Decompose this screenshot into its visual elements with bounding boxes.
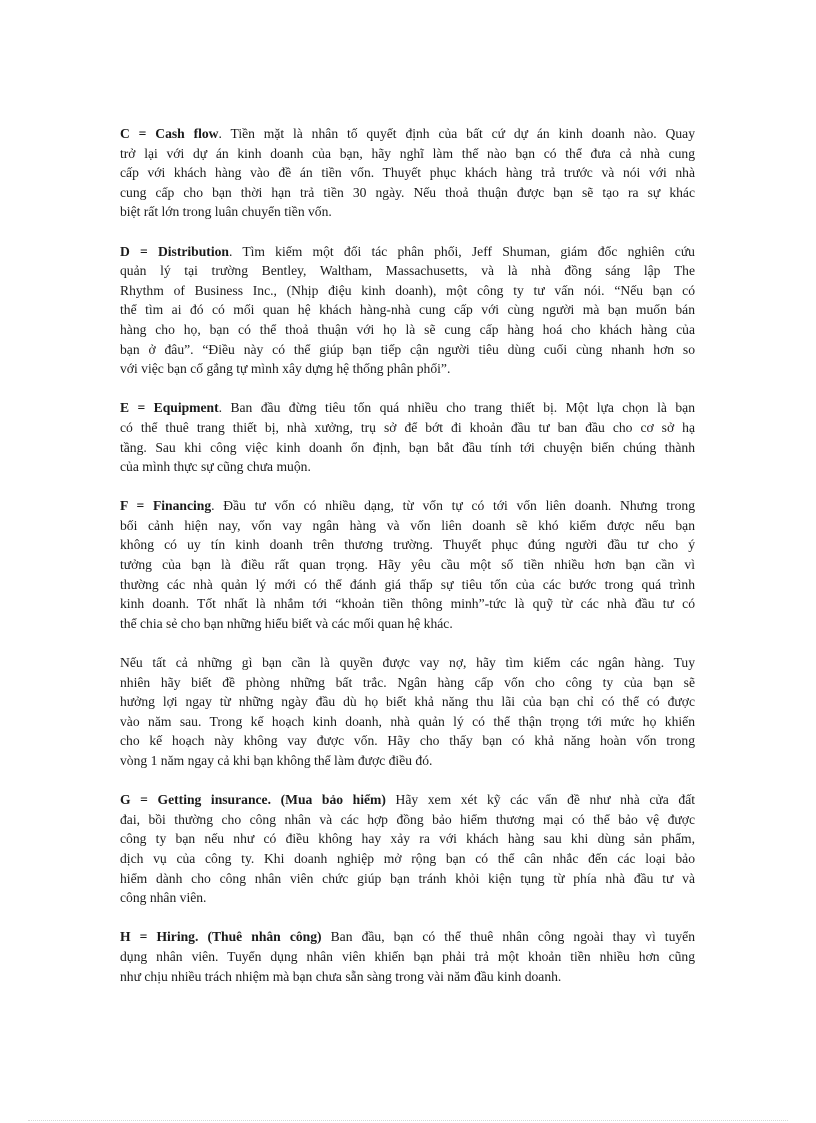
text-line bbox=[120, 242, 695, 262]
text-line bbox=[120, 457, 695, 477]
text-line bbox=[120, 673, 695, 693]
section-term: E = Equipment bbox=[120, 400, 219, 416]
line-text: vòng 1 năm ngay cả khi bạn không thể làm được điều đó. bbox=[120, 753, 433, 768]
line-text: hưởng lợi ngay từ những ngày đầu dù họ biết khả năng thu lãi của bạn chỉ có thể có được bbox=[120, 694, 695, 710]
line-text: cho kế hoạch này không vay được vốn. Hãy cho thấy bạn có khả năng hoàn vốn trong bbox=[120, 733, 695, 749]
text-line bbox=[120, 183, 695, 203]
line-text: bối cảnh hiện nay, vốn vay ngân hàng và vốn liên doanh sẽ khó kiếm được nếu bạn bbox=[120, 517, 695, 533]
text-line bbox=[120, 163, 695, 183]
line-text: trở lại với dự án kinh doanh của bạn, hãy nghĩ làm thế nào bạn có thể đưa cả nhà cung bbox=[120, 145, 695, 161]
text-line bbox=[120, 712, 695, 732]
line-text: công nhân viên. bbox=[120, 890, 207, 906]
line-text: đai, bồi thường cho công nhân và các hợp đồng bảo hiểm thương mại có thể bảo vệ được bbox=[120, 811, 695, 827]
line-text: tưởng của bạn là điều rất quan trọng. Hãy yêu cầu một số tiền nhiều hơn bạn cần vì bbox=[120, 557, 695, 573]
text-line bbox=[120, 751, 695, 771]
text-line bbox=[120, 829, 695, 849]
line-text: như chịu nhiều trách nhiệm mà bạn chưa sẵn sàng trong vài năm đầu kinh doanh. bbox=[120, 968, 562, 984]
line-text: với việc bạn cố gắng tự mình xây dựng hệ thống phân phối”. bbox=[120, 361, 451, 377]
text-line bbox=[120, 516, 695, 536]
text-line bbox=[120, 614, 695, 634]
text-line bbox=[120, 790, 695, 810]
text-line bbox=[120, 261, 695, 281]
text-line bbox=[120, 869, 695, 889]
line-text: nhiên hãy biết đề phòng những bất trắc. Ngân hàng cấp vốn cho công ty của bạn sẽ bbox=[120, 674, 695, 690]
text-line bbox=[120, 594, 695, 614]
paragraph-distribution bbox=[120, 242, 695, 379]
text-line bbox=[120, 320, 695, 340]
text-line bbox=[120, 555, 695, 575]
paragraph-financing bbox=[120, 496, 695, 633]
line-text: . Ban đầu đừng tiêu tốn quá nhiều cho trang thiết bị. Một lựa chọn là bạn bbox=[218, 400, 695, 416]
text-line bbox=[120, 418, 695, 438]
paragraph-loans bbox=[120, 653, 695, 771]
text-line bbox=[120, 888, 695, 908]
line-text: kinh doanh. Tốt nhất là nhắm tới “khoản tiền thông minh”-tức là quỹ từ các nhà đầu tư có bbox=[120, 596, 695, 612]
paragraph-insurance bbox=[120, 790, 695, 908]
paragraph-cash-flow bbox=[120, 124, 695, 222]
line-text: Hãy xem xét kỹ các vấn đề như nhà cửa đất bbox=[385, 792, 695, 808]
section-term: C = Cash flow bbox=[120, 126, 219, 141]
section-term: G = Getting insurance. (Mua bảo hiểm) bbox=[120, 792, 386, 808]
page-bottom-divider bbox=[28, 1120, 788, 1121]
text-line bbox=[120, 575, 695, 595]
line-text: hàng cho họ, bạn có thể thoả thuận với họ là sẽ cung cấp hàng hoá cho khách hàng của bbox=[120, 321, 695, 337]
line-text: cấp với khách hàng vào đề án tiền vốn. Thuyết phục khách hàng trả trước và nói với nhà bbox=[120, 165, 695, 181]
line-text: dịch vụ của công ty. Khi doanh nghiệp mở rộng bạn có thể cân nhắc đến các loại bảo bbox=[120, 850, 695, 866]
document-page bbox=[120, 124, 695, 1006]
text-line bbox=[120, 653, 695, 673]
line-text: quản lý tại trường Bentley, Waltham, Massachusetts, và là nhà đồng sáng lập The bbox=[120, 263, 695, 279]
section-term: D = Distribution bbox=[120, 243, 229, 259]
line-text: dụng nhân viên. Tuyển dụng nhân viên khiến bạn phải trả một khoản tiền nhiều hơn cũng bbox=[120, 948, 695, 964]
text-line bbox=[120, 340, 695, 360]
text-line bbox=[120, 124, 695, 144]
paragraph-hiring bbox=[120, 927, 695, 986]
text-line bbox=[120, 947, 695, 967]
line-text: . Tìm kiếm một đối tác phân phối, Jeff Shuman, giám đốc nghiên cứu bbox=[228, 243, 695, 259]
text-line bbox=[120, 731, 695, 751]
line-text: công ty bạn nếu như có điều không hay xảy ra với khách hàng sau khi dùng sản phẩm, bbox=[120, 831, 695, 847]
line-text: vào năm sau. Trong kế hoạch kinh doanh, nhà quản lý có thể thận trọng tới mức họ khiến bbox=[120, 713, 695, 729]
text-line bbox=[120, 810, 695, 830]
line-text: cung cấp cho bạn thời hạn trả tiền 30 ngày. Nếu thoả thuận được bạn sẽ tạo ra sự khác bbox=[120, 184, 695, 200]
line-text: biệt rất lớn trong luân chuyển tiền vốn. bbox=[120, 204, 332, 220]
text-line bbox=[120, 967, 695, 987]
text-line bbox=[120, 202, 695, 222]
text-line bbox=[120, 438, 695, 458]
line-text: thường các nhà quản lý mới có thể đánh giá thấp sự tiêu tốn của các bước trong quá trình bbox=[120, 576, 695, 592]
line-text: Rhythm of Business Inc., (Nhịp điệu kinh doanh), một công ty tư vấn nói. “Nếu bạn có bbox=[120, 282, 695, 298]
text-line bbox=[120, 535, 695, 555]
paragraph-equipment bbox=[120, 398, 695, 476]
line-text: . Đầu tư vốn có nhiều dạng, từ vốn tự có tới vốn liên doanh. Nhưng trong bbox=[211, 498, 695, 514]
line-text: thể chia sẻ cho bạn những hiểu biết và các mối quan hệ khác. bbox=[120, 615, 453, 631]
line-text: có thể thuê trang thiết bị, nhà xưởng, trụ sở để bớt đi khoản đầu tư ban đầu cho cơ sở hạ bbox=[120, 419, 695, 435]
text-line bbox=[120, 692, 695, 712]
line-text: Nếu tất cả những gì bạn cần là quyền được vay nợ, hãy tìm kiếm các ngân hàng. Tuy bbox=[120, 655, 695, 671]
text-line bbox=[120, 496, 695, 516]
section-term: F = Financing bbox=[120, 498, 212, 514]
line-text: Ban đầu, bạn có thể thuê nhân công ngoài thay vì tuyển bbox=[321, 929, 695, 945]
line-text: của mình thực sự cũng chưa muộn. bbox=[120, 459, 311, 475]
text-line bbox=[120, 281, 695, 301]
text-line bbox=[120, 359, 695, 379]
line-text: bạn ở đâu”. “Điều này có thể giúp bạn tiếp cận người tiêu dùng cuối cùng nhanh hơn so bbox=[120, 341, 695, 357]
line-text: thể tìm ai đó có mối quan hệ khách hàng-nhà cung cấp với cùng người mà bạn muốn bán bbox=[120, 302, 695, 318]
line-text: hiểm dành cho công nhân viên chức giúp bạn tránh khỏi kiện tụng từ phía nhà đầu tư và bbox=[120, 870, 695, 886]
line-text: tầng. Sau khi công việc kinh doanh ổn định, bạn bắt đầu tính tới chuyện biến chúng thành bbox=[120, 439, 695, 455]
line-text: . Tiền mặt là nhân tố quyết định của bất cứ dự án kinh doanh nào. Quay bbox=[218, 126, 695, 141]
section-term: H = Hiring. (Thuê nhân công) bbox=[120, 929, 322, 945]
text-line bbox=[120, 300, 695, 320]
text-line bbox=[120, 398, 695, 418]
text-line bbox=[120, 927, 695, 947]
text-line bbox=[120, 144, 695, 164]
text-line bbox=[120, 849, 695, 869]
line-text: không có uy tín kinh doanh trên thương trường. Thuyết phục đúng người đầu tư cho ý bbox=[120, 537, 695, 553]
